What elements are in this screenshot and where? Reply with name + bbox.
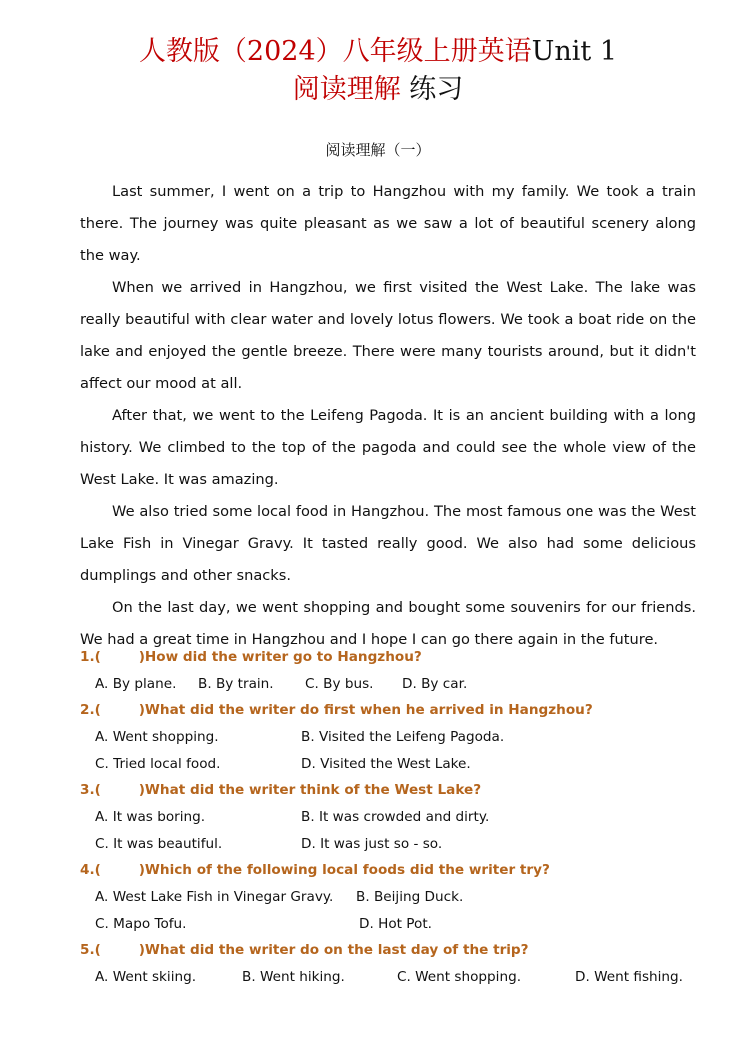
- document-title-line-1: [0, 34, 756, 70]
- title-unit-text: Unit 1: [531, 36, 618, 67]
- answer-option: D. Visited the West Lake.: [301, 756, 471, 772]
- answer-option: C. Mapo Tofu.: [95, 916, 187, 932]
- answer-option: B. Visited the Leifeng Pagoda.: [301, 729, 505, 745]
- answer-option: D. By car.: [402, 676, 468, 692]
- answer-option: B. Beijing Duck.: [356, 889, 464, 905]
- passage-paragraph: After that, we went to the Leifeng Pagoda. It is an ancient building with a long history. We climbed to the top of the pagoda and could see the whole view of the West Lake. It was amazing.: [80, 407, 696, 488]
- answer-option: A. Went skiing.: [95, 969, 197, 985]
- question-stem: 1.( )How did the writer go to Hangzhou?: [80, 649, 422, 665]
- title-practice-text: 练习: [409, 74, 464, 105]
- question-stem: 4.( )Which of the following local foods did the writer try?: [80, 862, 550, 878]
- answer-option: B. Went hiking.: [242, 969, 345, 985]
- passage-paragraph: On the last day, we went shopping and bought some souvenirs for our friends. We had a great time in Hangzhou and I hope I can go there again in the future.: [80, 599, 696, 648]
- answer-option: A. Went shopping.: [95, 729, 219, 745]
- question-stem: 5.( )What did the writer do on the last day of the trip?: [80, 942, 529, 958]
- title-reading-text: 阅读理解: [292, 74, 401, 105]
- document-title-line-2: [0, 72, 756, 108]
- passage-paragraph: Last summer, I went on a trip to Hangzhou with my family. We took a train there. The journey was quite pleasant as we saw a lot of beautiful scenery along the way.: [80, 183, 696, 264]
- question-stem: 2.( )What did the writer do first when he arrived in Hangzhou?: [80, 702, 593, 718]
- answer-option: B. By train.: [198, 676, 274, 692]
- passage-paragraph: We also tried some local food in Hangzhou. The most famous one was the West Lake Fish in Vinegar Gravy. It tasted really good. We also had some delicious dumplings and other snacks.: [80, 503, 696, 584]
- question-stem: 3.( )What did the writer think of the West Lake?: [80, 782, 482, 798]
- title-red-text: 人教版（2024）八年级上册英语: [138, 36, 532, 67]
- answer-option: D. Hot Pot.: [359, 916, 432, 932]
- reading-passage: [80, 176, 696, 656]
- answer-option: A. It was boring.: [95, 809, 206, 825]
- answer-option: C. It was beautiful.: [95, 836, 223, 852]
- answer-option: D. It was just so - so.: [301, 836, 443, 852]
- answer-option: A. West Lake Fish in Vinegar Gravy.: [95, 889, 334, 905]
- answer-option: D. Went fishing.: [575, 969, 683, 985]
- answer-option: C. Went shopping.: [397, 969, 522, 985]
- section-title: 阅读理解（一）: [325, 141, 431, 159]
- answer-option: C. Tried local food.: [95, 756, 221, 772]
- answer-option: B. It was crowded and dirty.: [301, 809, 490, 825]
- answer-option: C. By bus.: [305, 676, 374, 692]
- passage-paragraph: When we arrived in Hangzhou, we first visited the West Lake. The lake was really beautiful with clear water and lovely lotus flowers. We took a boat ride on the lake and enjoyed the gentle breeze. There were many tourists around, but it didn't affect our mood at all.: [80, 279, 696, 392]
- answer-option: A. By plane.: [95, 676, 177, 692]
